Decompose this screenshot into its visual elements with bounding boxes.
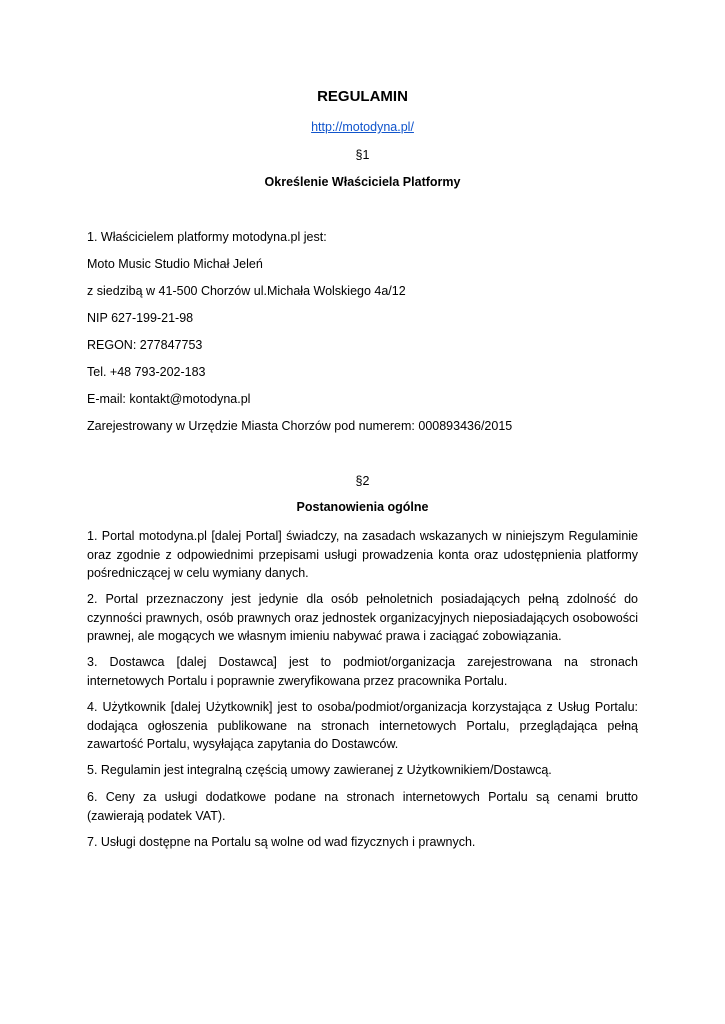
regulation-point-2: 2. Portal przeznaczony jest jedynie dla osób pełnoletnich posiadających pełną zdolność do czynności prawnych, osób prawnych oraz jednostek organizacyjnych nieposiadających osobowości prawnej, ale mogących we własnym imieniu nabywać prawa i zaciągać zobowiązania. (87, 592, 638, 643)
owner-line: Tel. +48 793-202-183 (87, 365, 206, 379)
owner-line: z siedzibą w 41-500 Chorzów ul.Michała Wolskiego 4a/12 (87, 284, 406, 298)
document-title: REGULAMIN (317, 88, 408, 105)
owner-line: 1. Właścicielem platformy motodyna.pl jest: (87, 230, 327, 244)
regulation-point-1: 1. Portal motodyna.pl [dalej Portal] świadczy, na zasadach wskazanych w niniejszym Regulaminie oraz zgodnie z odpowiednimi przepisami usługi prowadzenia konta oraz udostępnienia platformy pośredniczącej w celu wymiany danych. (87, 529, 638, 580)
section-1-sign: §1 (355, 148, 370, 162)
regulation-point-3: 3. Dostawca [dalej Dostawca] jest to podmiot/organizacja zarejestrowana na stronach internetowych Portalu i poprawnie zweryfikowana przez pracownika Portalu. (87, 655, 638, 688)
section-2-sign: §2 (355, 474, 370, 488)
regulation-point-6: 6. Ceny za usługi dodatkowe podane na stronach internetowych Portalu są cenami brutto (zawierają podatek VAT). (87, 790, 638, 823)
owner-line: Zarejestrowany w Urzędzie Miasta Chorzów pod numerem: 000893436/2015 (87, 419, 513, 433)
section-2-heading: Postanowienia ogólne (296, 500, 429, 514)
regulation-point-5: 5. Regulamin jest integralną częścią umowy zawieranej z Użytkownikiem/Dostawcą. (87, 763, 552, 777)
regulation-point-7: 7. Usługi dostępne na Portalu są wolne od wad fizycznych i prawnych. (87, 835, 476, 849)
owner-line: Moto Music Studio Michał Jeleń (87, 257, 263, 271)
section-1-heading: Określenie Właściciela Platformy (264, 175, 461, 189)
owner-line: REGON: 277847753 (87, 338, 203, 352)
website-link[interactable]: http://motodyna.pl/ (311, 120, 414, 134)
regulation-point-4: 4. Użytkownik [dalej Użytkownik] jest to osoba/podmiot/organizacja korzystająca z Usług Portalu: dodająca ogłoszenia publikowane na stronach internetowych Portalu, przeglądająca pełną zawartość Portalu, wysyłająca zapytania do Dostawców. (87, 700, 638, 751)
owner-line: E-mail: kontakt@motodyna.pl (87, 392, 251, 406)
owner-line: NIP 627-199-21-98 (87, 311, 194, 325)
